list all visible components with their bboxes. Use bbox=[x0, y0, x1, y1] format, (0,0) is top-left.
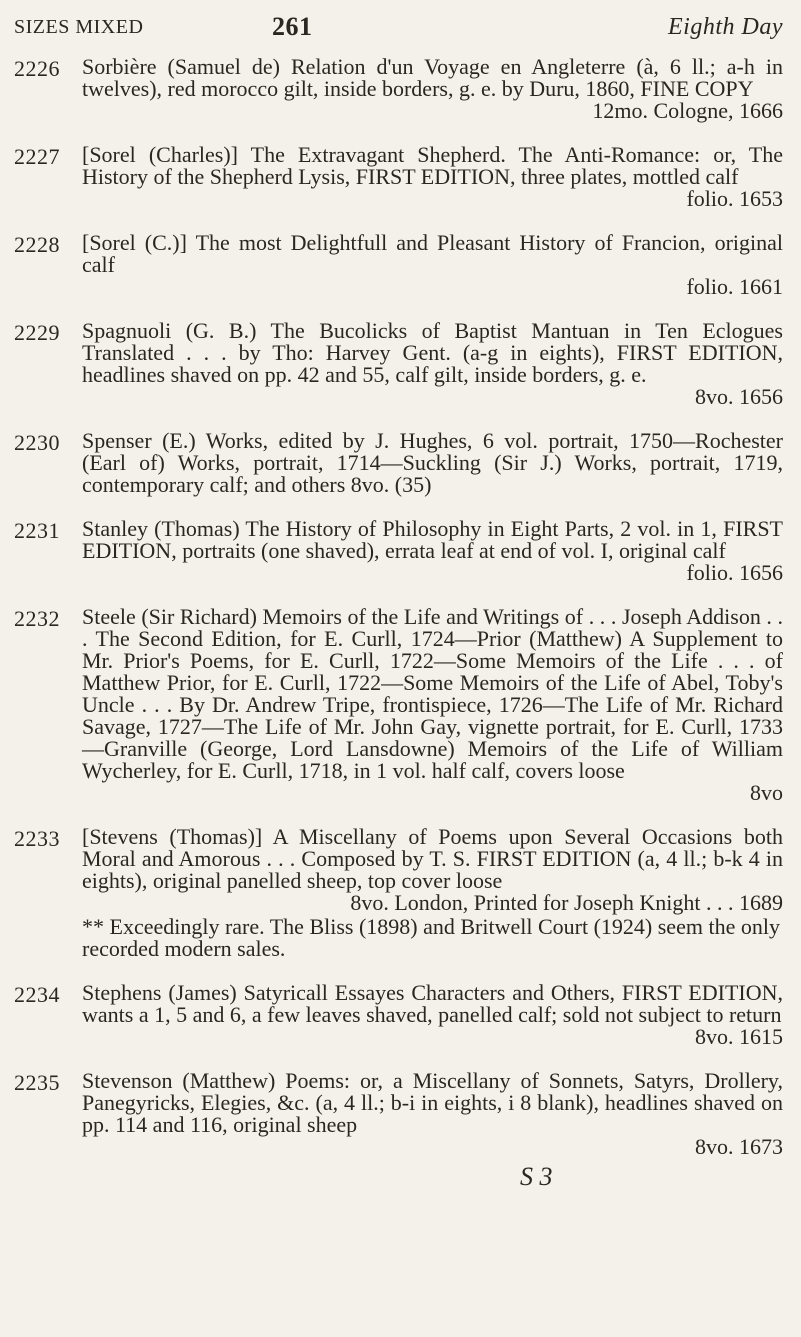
lot-number: 2233 bbox=[14, 826, 60, 851]
lot-text: Stevenson (Matthew) Poems: or, a Miscellany of Sonnets, Satyrs, Drollery, Panegyricks, Elegies, &c. (a, 4 ll.; b-i in eights, i 8 blank), headlines shaved on pp. 114 and 116, original sheep bbox=[82, 1068, 783, 1137]
lot-description bbox=[82, 430, 783, 496]
lot-description bbox=[82, 232, 783, 298]
lot-format-date: folio. 1653 bbox=[686, 186, 783, 211]
header-left: SIZES MIXED bbox=[14, 16, 144, 38]
lot-number: 2226 bbox=[14, 56, 60, 81]
lot-description bbox=[82, 518, 783, 584]
lot-format-date: 12mo. Cologne, 1666 bbox=[592, 98, 783, 123]
lot-entry bbox=[14, 1070, 783, 1158]
lot-number: 2235 bbox=[14, 1070, 60, 1095]
running-header bbox=[14, 10, 783, 44]
lot-number: 2227 bbox=[14, 144, 60, 169]
lot-entry bbox=[14, 144, 783, 210]
lot-entry bbox=[14, 518, 783, 584]
header-right: Eighth Day bbox=[668, 14, 783, 40]
lot-description bbox=[82, 1070, 783, 1158]
page-number: 261 bbox=[272, 12, 313, 41]
lot-format-date: folio. 1661 bbox=[686, 274, 783, 299]
lot-entry bbox=[14, 826, 783, 960]
lot-text: Steele (Sir Richard) Memoirs of the Life and Writings of . . . Joseph Addison . . . The Second Edition, for E. Curll, 1724—Prior (Matthew) A Supplement to Mr. Prior's Poems, for E. Curll, 1722—Some Memoirs of the Life . . . of Matthew Prior, for E. Curll, 1722—Some Memoirs of the Life of Abel, Toby's Uncle . . . By Dr. Andrew Tripe, frontispiece, 1726—The Life of Mr. Richard Savage, 1727—The Life of Mr. John Gay, vignette portrait, for E. Curll, 1733—Granville (George, Lord Lansdowne) Memoirs of the Life of William Wycherley, for E. Curll, 1718, in 1 vol. half calf, covers loose bbox=[82, 604, 783, 783]
lot-format-date: 8vo. London, Printed for Joseph Knight . . . 1689 bbox=[350, 890, 783, 915]
lot-entry bbox=[14, 320, 783, 408]
lot-entry bbox=[14, 606, 783, 804]
lot-entry bbox=[14, 232, 783, 298]
lot-text: Stephens (James) Satyricall Essayes Characters and Others, FIRST EDITION, wants a 1, 5 and 6, a few leaves shaved, panelled calf; sold not subject to return bbox=[82, 980, 783, 1027]
lot-number: 2231 bbox=[14, 518, 60, 543]
lot-format-date: 8vo. 1615 bbox=[695, 1024, 783, 1049]
lot-text: Stanley (Thomas) The History of Philosophy in Eight Parts, 2 vol. in 1, FIRST EDITION, portraits (one shaved), errata leaf at end of vol. I, original calf bbox=[82, 516, 783, 563]
lot-text: Sorbière (Samuel de) Relation d'un Voyage en Angleterre (à, 6 ll.; a-h in twelves), red morocco gilt, inside borders, g. e. by Duru, 1860, FINE COPY bbox=[82, 54, 783, 101]
signature-mark: S 3 bbox=[520, 1162, 553, 1191]
lot-format-date: 8vo bbox=[750, 780, 783, 805]
lot-description bbox=[82, 56, 783, 122]
lot-number: 2234 bbox=[14, 982, 60, 1007]
lot-text: Spenser (E.) Works, edited by J. Hughes, 6 vol. portrait, 1750—Rochester (Earl of) Works, portrait, 1714—Suckling (Sir J.) Works, portrait, 1719, contemporary calf; and others 8vo. (35) bbox=[82, 428, 783, 497]
lot-number: 2228 bbox=[14, 232, 60, 257]
lot-description bbox=[82, 606, 783, 804]
lot-number: 2229 bbox=[14, 320, 60, 345]
lot-description bbox=[82, 982, 783, 1048]
lot-text: [Stevens (Thomas)] A Miscellany of Poems upon Several Occasions both Moral and Amorous . . . Composed by T. S. FIRST EDITION (a, 4 ll.; b-k 4 in eights), original panelled sheep, top cover loose bbox=[82, 824, 783, 893]
lot-note: ** Exceedingly rare. The Bliss (1898) and Britwell Court (1924) seem the only recorded modern sales. bbox=[82, 914, 780, 961]
lot-number: 2230 bbox=[14, 430, 60, 455]
lot-format-date: 8vo. 1673 bbox=[695, 1134, 783, 1159]
lot-description bbox=[82, 144, 783, 210]
lot-entry bbox=[14, 430, 783, 496]
lot-entry bbox=[14, 982, 783, 1048]
lot-format-date: 8vo. 1656 bbox=[695, 384, 783, 409]
lot-format-date: folio. 1656 bbox=[686, 560, 783, 585]
lot-list bbox=[14, 56, 783, 1192]
lot-number: 2232 bbox=[14, 606, 60, 631]
lot-text: Spagnuoli (G. B.) The Bucolicks of Baptist Mantuan in Ten Eclogues Translated . . . by Tho: Harvey Gent. (a-g in eights), FIRST EDITION, headlines shaved on pp. 42 and 55, calf gilt, inside borders, g. e. bbox=[82, 318, 783, 387]
lot-text: [Sorel (Charles)] The Extravagant Shepherd. The Anti-Romance: or, The History of the Shepherd Lysis, FIRST EDITION, three plates, mottled calf bbox=[82, 142, 783, 189]
lot-description bbox=[82, 826, 783, 914]
lot-description bbox=[82, 320, 783, 408]
lot-text: [Sorel (C.)] The most Delightfull and Pleasant History of Francion, original calf bbox=[82, 230, 783, 277]
lot-entry bbox=[14, 56, 783, 122]
